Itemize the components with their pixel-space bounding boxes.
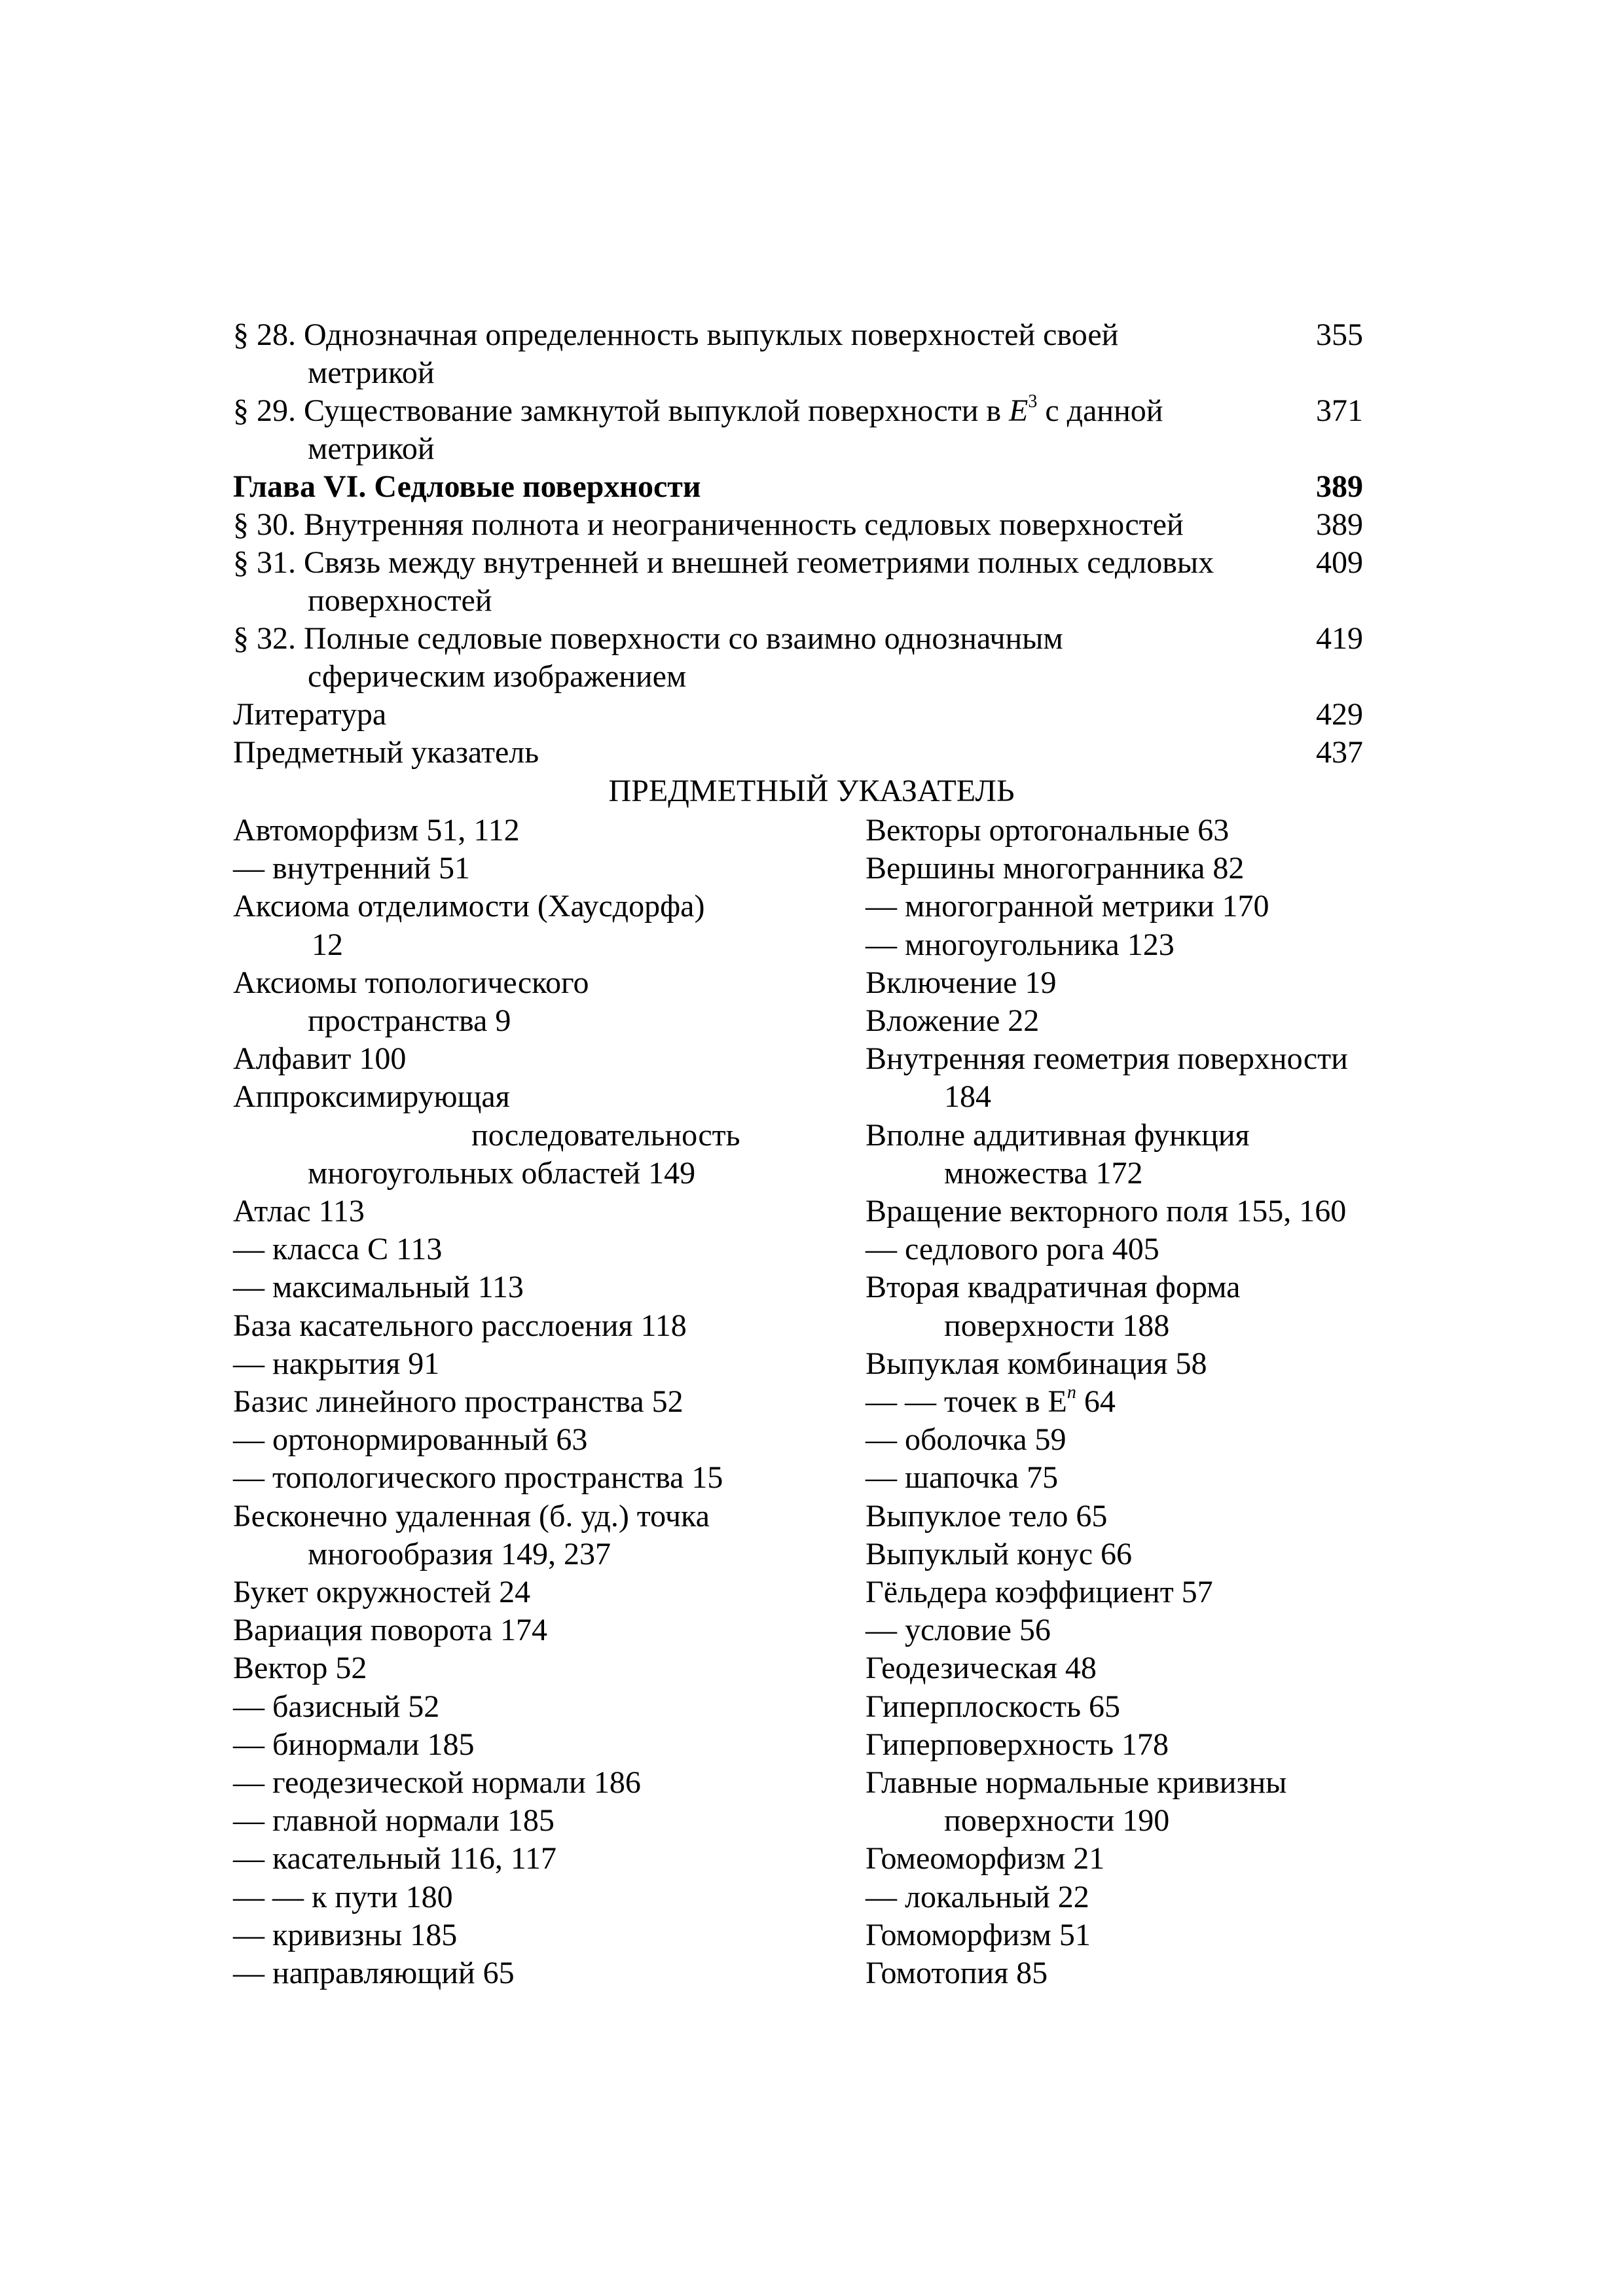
toc-page-number: 355: [1316, 317, 1363, 352]
index-entry: Внутренняя геометрия поверхности 184: [866, 1041, 1348, 1115]
index-entry: Вращение векторного поля 155, 160: [866, 1194, 1347, 1229]
toc-entry: [233, 316, 1372, 392]
index-entry: База касательного расслоения 118: [233, 1308, 687, 1343]
index-entry: Вторая квадратичная форма поверхности 188: [866, 1270, 1241, 1343]
index-entry: Выпуклый конус 66: [866, 1536, 1133, 1571]
index-entry: — бинормали 185: [233, 1727, 475, 1762]
index-entry: Вершины многогранника 82: [866, 851, 1245, 886]
toc-entry-title: § 28. Однозначная определенность выпуклых поверхностей своей: [233, 317, 1119, 352]
index-entry: Аппроксимирующая последовательность многоугольных областей 149: [233, 1079, 740, 1191]
index-entry: — шапочка 75: [866, 1460, 1059, 1496]
index-entry: Атлас 113: [233, 1194, 365, 1229]
index-entry: — максимальный 113: [233, 1270, 524, 1305]
index-entry: — седлового рога 405: [866, 1232, 1159, 1267]
toc-entry-title-continued: метрикой: [308, 355, 435, 390]
toc-entry-title: § 31. Связь между внутренней и внешней геометриями полных седловых: [233, 545, 1214, 580]
index-column-left: [233, 812, 842, 1992]
index-entry: — кривизны 185: [233, 1917, 458, 1952]
toc-page-number: 409: [1316, 545, 1363, 580]
index-entry: Букет окружностей 24: [233, 1575, 531, 1610]
index-entry: Алфавит 100: [233, 1041, 407, 1077]
index-entry: — класса C 113: [233, 1232, 443, 1267]
index-entry: Векторы ортогональные 63: [866, 813, 1230, 848]
toc-entry-title: Предметный указатель: [233, 735, 539, 770]
toc-entry-title-continued: метрикой: [308, 431, 435, 466]
index-entry: Гиперповерхность 178: [866, 1727, 1169, 1762]
toc-page-number: 437: [1316, 735, 1363, 770]
index-entry: Бесконечно удаленная (б. уд.) точка многообразия 149, 237: [233, 1498, 710, 1571]
index-entry: Геодезическая 48: [866, 1651, 1097, 1686]
index-entry: Аксиома отделимости (Хаусдорфа) 12: [233, 889, 705, 962]
index-entry: — ортонормированный 63: [233, 1422, 588, 1458]
index-entry: Выпуклое тело 65: [866, 1498, 1108, 1534]
index-entry: Гомотопия 85: [866, 1956, 1048, 1991]
index-entry: — многогранной метрики 170: [866, 889, 1269, 924]
index-entry: — внутренний 51: [233, 851, 470, 886]
toc-entry: [233, 392, 1372, 468]
index-entry: Вариация поворота 174: [233, 1613, 548, 1648]
toc-page-number: 429: [1316, 697, 1363, 732]
index-entry: — касательный 116, 117: [233, 1841, 557, 1876]
toc-entry-title: Глава VI. Седловые поверхности: [233, 469, 701, 504]
toc-entry-title: § 29. Существование замкнутой выпуклой поверхности в $E^3$ с данной: [233, 391, 1163, 428]
index-entry: — топологического пространства 15: [233, 1460, 723, 1496]
toc-entry: [233, 506, 1372, 544]
index-entry: Аксиомы топологического пространства 9: [233, 965, 589, 1039]
toc-page-number: 389: [1316, 507, 1363, 542]
toc-page-number: 389: [1316, 469, 1363, 504]
index-column-right: [866, 812, 1402, 1992]
toc-entry-title: Литература: [233, 697, 387, 732]
toc-entry: [233, 696, 1372, 734]
index-entry: — геодезической нормали 186: [233, 1765, 641, 1801]
toc-entry-title-continued: сферическим изображением: [308, 659, 687, 694]
toc-entry-title: § 32. Полные седловые поверхности со взаимно однозначным: [233, 621, 1063, 656]
toc-entry: [233, 544, 1372, 620]
index-entry: Главные нормальные кривизны поверхности 190: [866, 1765, 1287, 1839]
toc-page-number: 419: [1316, 621, 1363, 656]
index-title: ПРЕДМЕТНЫЙ УКАЗАТЕЛЬ: [608, 774, 1015, 808]
index-entry: Базис линейного пространства 52: [233, 1384, 684, 1420]
index-entry: Вектор 52: [233, 1651, 367, 1686]
index-entry: — — точек в $E^n$ 64: [866, 1382, 1116, 1420]
index-entry: Выпуклая комбинация 58: [866, 1346, 1207, 1381]
index-entry: — главной нормали 185: [233, 1803, 555, 1839]
index-entry: Гиперплоскость 65: [866, 1689, 1120, 1724]
index-entry: Автоморфизм 51, 112: [233, 813, 520, 848]
index-entry: Вложение 22: [866, 1003, 1040, 1039]
index-entry: Гомеоморфизм 21: [866, 1841, 1105, 1876]
index-entry: — условие 56: [866, 1613, 1051, 1648]
toc-entry: [233, 734, 1372, 772]
table-of-contents: [233, 316, 1372, 772]
toc-entry-title-continued: поверхностей: [308, 583, 492, 618]
index-entry: Включение 19: [866, 965, 1057, 1000]
toc-page-number: 371: [1316, 393, 1363, 428]
index-entry: — базисный 52: [233, 1689, 440, 1724]
index-entry: — направляющий 65: [233, 1956, 515, 1991]
index-entry: — локальный 22: [866, 1879, 1089, 1914]
index-entry: — накрытия 91: [233, 1346, 440, 1381]
toc-entry: [233, 620, 1372, 696]
index-entry: — многоугольника 123: [866, 927, 1175, 962]
index-entry: Гомоморфизм 51: [866, 1917, 1091, 1952]
index-entry: — — к пути 180: [233, 1879, 453, 1914]
index-entry: Вполне аддитивная функция множества 172: [866, 1117, 1250, 1191]
index-entry: — оболочка 59: [866, 1422, 1067, 1458]
toc-entry-title: § 30. Внутренняя полнота и неограниченность седловых поверхностей: [233, 507, 1184, 542]
toc-chapter-heading: [233, 468, 1372, 506]
index-entry: Гёльдера коэффициент 57: [866, 1575, 1213, 1610]
